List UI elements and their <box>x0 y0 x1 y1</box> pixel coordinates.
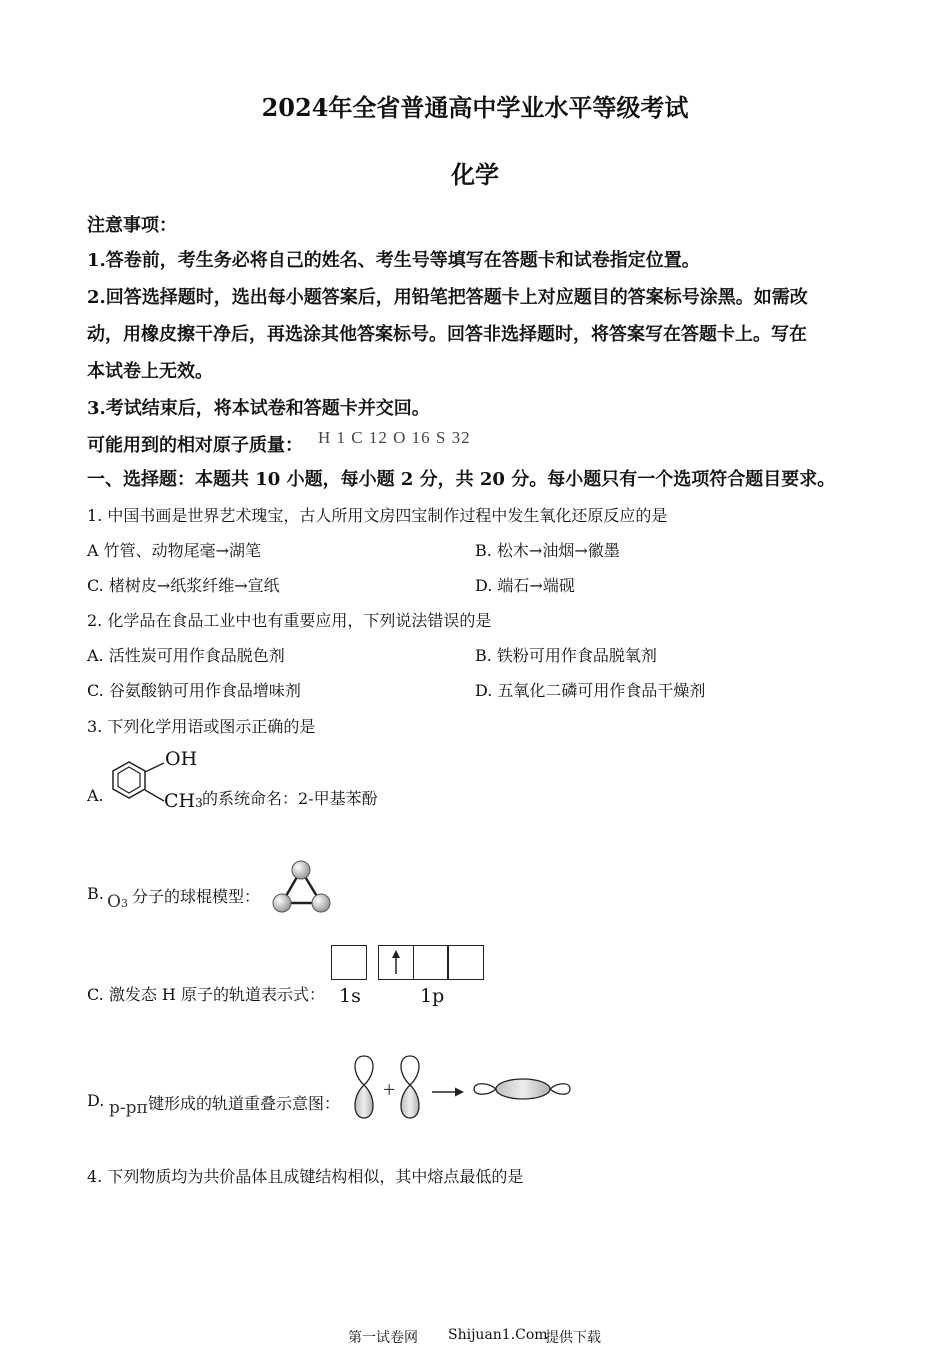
q3-option-b-label: B. <box>87 884 104 903</box>
note-item-2-line1: 2.回答选择题时，选出每小题答案后，用铅笔把答题卡上对应题目的答案标号涂黑。如需改 <box>87 287 808 308</box>
q2-option-b: B. 铁粉可用作食品脱氧剂 <box>475 646 657 665</box>
q3-option-d-text: 键形成的轨道重叠示意图： <box>148 1094 341 1113</box>
section-1-heading: 一、选择题：本题共 10 小题，每小题 2 分，共 20 分。每小题只有一个选项符合题目要求。 <box>87 469 836 490</box>
orbital-label-1p: 1p <box>420 985 445 1007</box>
q2-option-c: C. 谷氨酸钠可用作食品增味剂 <box>87 681 301 700</box>
footer-site-cn: 第一试卷网 <box>348 1330 418 1346</box>
footer-action: 提供下载 <box>545 1330 601 1346</box>
orbital-box-p3 <box>447 945 484 980</box>
orbital-box-1s <box>331 945 367 980</box>
q1-option-c: C. 楮树皮→纸浆纤维→宣纸 <box>87 576 280 595</box>
q3-option-a-label: A. <box>87 786 104 805</box>
orbital-label-1s: 1s <box>339 985 361 1007</box>
q4-stem: 4. 下列物质均为共价晶体且成键结构相似，其中熔点最低的是 <box>87 1167 524 1186</box>
orbital-box-p1 <box>378 945 414 980</box>
methyl-group-label: CH3 <box>164 790 203 812</box>
hydroxyl-group-label: OH <box>165 748 198 770</box>
orbital-overlap-diagram <box>348 1052 576 1122</box>
note-item-2-line3: 本试卷上无效。 <box>87 361 213 382</box>
notes-heading: 注意事项： <box>87 215 177 236</box>
atomic-mass-values: H 1 C 12 O 16 S 32 <box>318 428 471 447</box>
atomic-mass-label: 可能用到的相对原子质量： <box>87 435 303 456</box>
p-p-pi-label: p-pπ <box>109 1098 148 1118</box>
q3-option-b-text: 分子的球棍模型： <box>132 887 261 906</box>
note-item-1: 1.答卷前，考生务必将自己的姓名、考生号等填写在答题卡和试卷指定位置。 <box>87 250 700 271</box>
note-item-3: 3.考试结束后，将本试卷和答题卡并交回。 <box>87 398 430 419</box>
ozone-formula: O3 <box>107 892 128 912</box>
q1-stem: 1. 中国书画是世界艺术瑰宝，古人所用文房四宝制作过程中发生氧化还原反应的是 <box>87 506 668 525</box>
q1-option-d: D. 端石→端砚 <box>475 576 575 595</box>
q2-stem: 2. 化学品在食品工业中也有重要应用，下列说法错误的是 <box>87 611 492 630</box>
q3-stem: 3. 下列化学用语或图示正确的是 <box>87 717 316 736</box>
q3-option-d-label: D. <box>87 1091 105 1110</box>
q2-option-a: A. 活性炭可用作食品脱色剂 <box>87 646 285 665</box>
exam-title: 2024年全省普通高中学业水平等级考试 <box>261 93 689 122</box>
q1-option-a: A 竹管、动物尾毫→湖笔 <box>87 541 262 560</box>
q3-option-c-text: C. 激发态 H 原子的轨道表示式： <box>87 985 325 1004</box>
footer-site-en: Shijuan1.Com <box>448 1327 548 1343</box>
up-arrow-icon <box>379 946 412 978</box>
q1-option-b: B. 松木→油烟→徽墨 <box>475 541 620 560</box>
orbital-box-p2 <box>413 945 449 980</box>
benzene-ring-structure <box>106 758 146 804</box>
q2-option-d: D. 五氧化二磷可用作食品干燥剂 <box>475 681 706 700</box>
ozone-ball-stick-model <box>270 858 334 916</box>
note-item-2-line2: 动，用橡皮擦干净后，再选涂其他答案标号。回答非选择题时，将答案写在答题卡上。写在 <box>87 324 807 345</box>
subject-title: 化学 <box>451 160 499 189</box>
plus-sign: + <box>383 1077 396 1102</box>
q3-option-a-text: 的系统命名：2-甲基苯酚 <box>202 789 378 808</box>
